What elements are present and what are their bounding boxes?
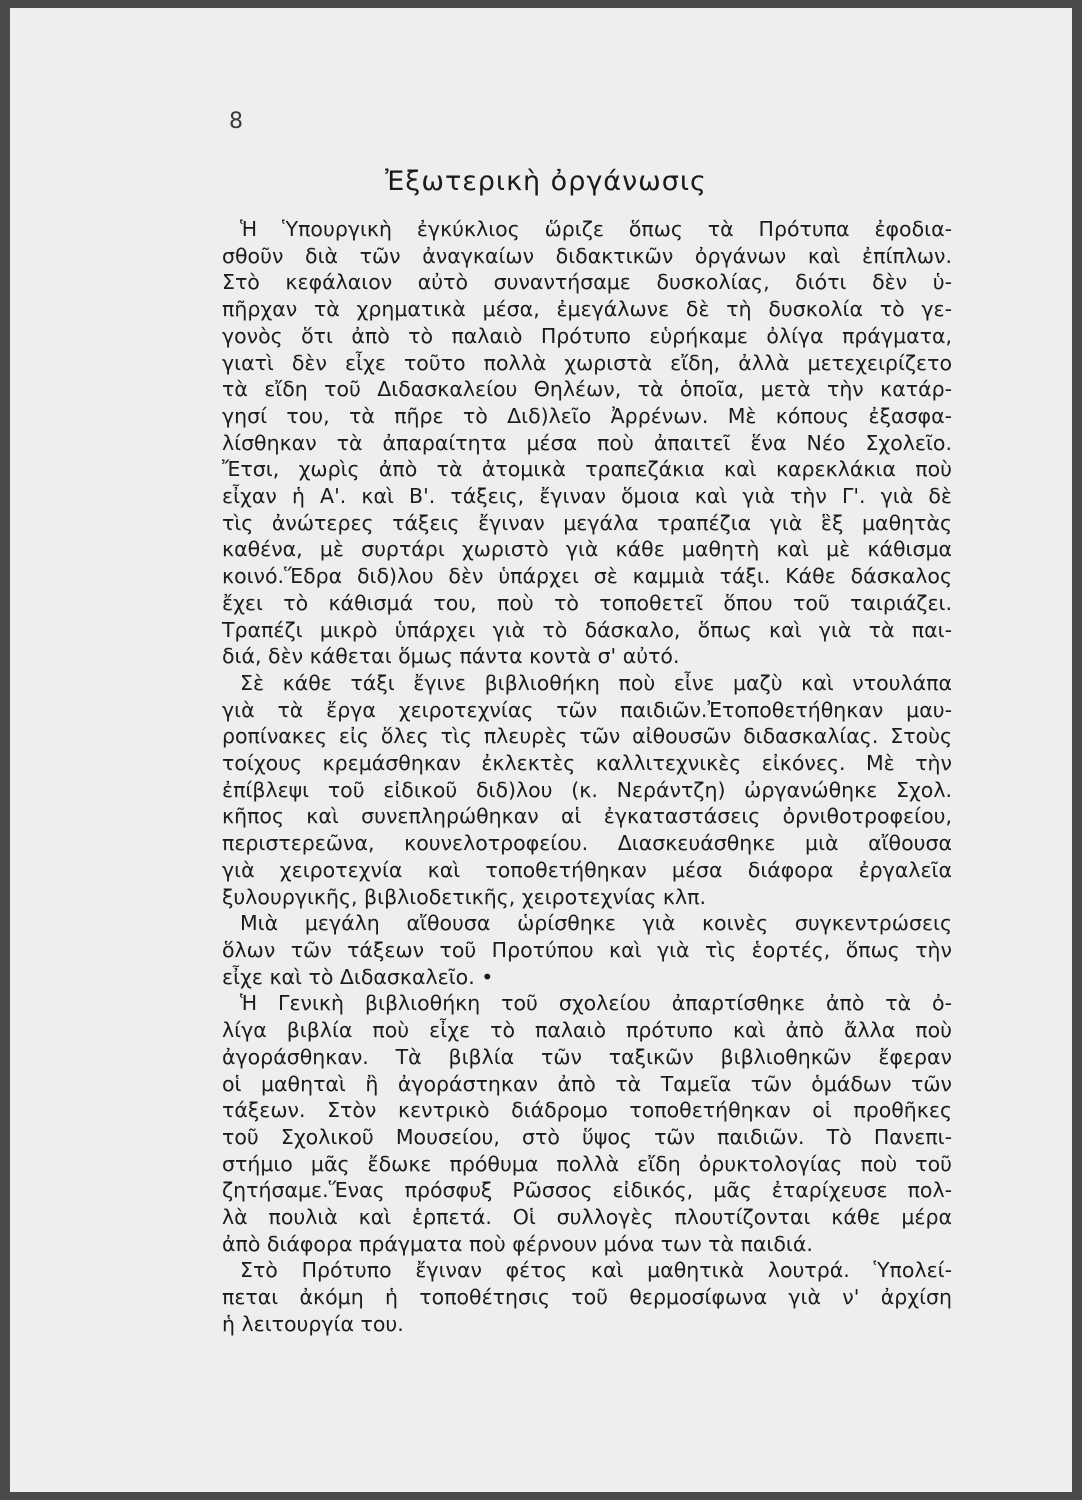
text-line: Ἔτσι, χωρὶς ἀπὸ τὰ ἀτομικὰ τραπεζάκια καὶ καρεκλάκια ποὺ xyxy=(222,457,952,482)
text-line: τὶς ἀνώτερες τάξεις ἔγιναν μεγάλα τραπέζια γιὰ ἓξ μαθητὰς xyxy=(222,510,952,535)
text-line: πῆρχαν τὰ χρηματικὰ μέσα, ἐμεγάλωνε δὲ τὴ δυσκολία τὸ γε- xyxy=(222,297,952,322)
text-line: ξυλουργικῆς, βιβλιοδετικῆς, χειροτεχνίας κλπ. xyxy=(222,884,707,909)
page-number: 8 xyxy=(229,109,243,134)
text-line: πεται ἀκόμη ἡ τοποθέτησις τοῦ θερμοσίφωνα γιὰ ν' ἀρχίση xyxy=(222,1285,952,1310)
text-line: κοινό.Ἕδρα διδ)λου δὲν ὑπάρχει σὲ καμμιὰ τάξι. Κάθε δάσκαλος xyxy=(222,564,952,589)
text-line: Στὸ κεφάλαιον αὐτὸ συναντήσαμε δυσκολίας, διότι δὲν ὑ- xyxy=(222,270,952,295)
text-line: Στὸ Πρότυπο ἔγιναν φέτος καὶ μαθητικὰ λουτρά. Ὑπολεί- xyxy=(240,1258,952,1283)
text-line: ἔχει τὸ κάθισμά του, ποὺ τὸ τοποθετεῖ ὅπου τοῦ ταιριάζει. xyxy=(222,590,952,615)
body-text xyxy=(222,216,952,1338)
text-line: γιατὶ δὲν εἶχε τοῦτο πολλὰ χωριστὰ εἴδη, ἀλλὰ μετεχειρίζετο xyxy=(222,350,952,375)
section-title: Ἐξωτερικὴ ὀργάνωσις xyxy=(385,166,707,197)
text-line: γιὰ χειροτεχνία καὶ τοποθετήθηκαν μέσα διάφορα ἐργαλεῖα xyxy=(222,857,952,882)
text-line: Ἡ Γενικὴ βιβλιοθήκη τοῦ σχολείου ἀπαρτίσθηκε ἀπὸ τὰ ὀ- xyxy=(240,991,952,1016)
text-line: τοῦ Σχολικοῦ Μουσείου, στὸ ὕψος τῶν παιδιῶν. Τὸ Πανεπι- xyxy=(222,1124,952,1149)
text-line: Σὲ κάθε τάξι ἔγινε βιβλιοθήκη ποὺ εἶνε μαζὺ καὶ ντουλάπα xyxy=(240,670,952,695)
text-line: γιὰ τὰ ἔργα χειροτεχνίας τῶν παιδιῶν.Ἐτοποθετήθηκαν μαυ- xyxy=(222,697,952,722)
text-line: εἶχε καὶ τὸ Διδασκαλεῖο. • xyxy=(222,964,494,989)
text-line: λὰ πουλιὰ καὶ ἑρπετά. Οἱ συλλογὲς πλουτίζονται κάθε μέρα xyxy=(222,1205,952,1230)
text-line: τάξεων. Στὸν κεντρικὸ διάδρομο τοποθετήθηκαν οἱ προθῆκες xyxy=(222,1098,952,1123)
text-line: οἱ μαθηταὶ ἢ ἀγοράστηκαν ἀπὸ τὰ Ταμεῖα τῶν ὁμάδων τῶν xyxy=(222,1071,952,1096)
text-line: ἀγοράσθηκαν. Τὰ βιβλία τῶν ταξικῶν βιβλιοθηκῶν ἔφεραν xyxy=(222,1044,952,1069)
document-page xyxy=(10,8,1072,1492)
text-line: διά, δὲν κάθεται ὅμως πάντα κοντὰ σ' αὐτό. xyxy=(222,644,680,669)
text-line: στήμιο μᾶς ἔδωκε πρόθυμα πολλὰ εἴδη ὀρυκτολογίας ποὺ τοῦ xyxy=(222,1151,952,1176)
text-line: λίσθηκαν τὰ ἀπαραίτητα μέσα ποὺ ἀπαιτεῖ ἕνα Νέο Σχολεῖο. xyxy=(222,430,952,455)
text-line: Τραπέζι μικρὸ ὑπάρχει γιὰ τὸ δάσκαλο, ὅπως καὶ γιὰ τὰ παι- xyxy=(222,617,952,642)
text-line: ροπίνακες εἰς ὅλες τὶς πλευρὲς τῶν αἰθουσῶν διδασκαλίας. Στοὺς xyxy=(222,724,952,749)
text-line: εἶχαν ἡ Α'. καὶ Β'. τάξεις, ἔγιναν ὅμοια καὶ γιὰ τὴν Γ'. γιὰ δὲ xyxy=(222,484,952,509)
text-line: σθοῦν διὰ τῶν ἀναγκαίων διδακτικῶν ὀργάνων καὶ ἐπίπλων. xyxy=(222,243,952,268)
text-line: τὰ εἴδη τοῦ Διδασκαλείου Θηλέων, τὰ ὁποῖα, μετὰ τὴν κατάρ- xyxy=(222,377,952,402)
text-line: ὅλων τῶν τάξεων τοῦ Προτύπου καὶ γιὰ τὶς ἑορτές, ὅπως τὴν xyxy=(222,937,952,962)
text-line: λίγα βιβλία ποὺ εἶχε τὸ παλαιὸ πρότυπο καὶ ἀπὸ ἄλλα ποὺ xyxy=(222,1018,952,1043)
text-line: περιστερεῶνα, κουνελοτροφείου. Διασκευάσθηκε μιὰ αἴθουσα xyxy=(222,831,952,856)
text-line: γησί του, τὰ πῆρε τὸ Διδ)λεῖο Ἀρρένων. Μὲ κόπους ἐξασφα- xyxy=(222,403,952,428)
text-line: κῆπος καὶ συνεπληρώθηκαν αἱ ἐγκαταστάσεις ὀρνιθοτροφείου, xyxy=(222,804,952,829)
text-line: Μιὰ μεγάλη αἴθουσα ὡρίσθηκε γιὰ κοινὲς συγκεντρώσεις xyxy=(240,911,952,936)
text-line: ἀπὸ διάφορα πράγματα ποὺ φέρνουν μόνα των τὰ παιδιά. xyxy=(222,1231,813,1256)
text-line: ἡ λειτουργία του. xyxy=(222,1311,404,1336)
text-line: Ἡ Ὑπουργικὴ ἐγκύκλιος ὥριζε ὅπως τὰ Πρότυπα ἐφοδια- xyxy=(240,217,952,241)
text-line: τοίχους κρεμάσθηκαν ἐκλεκτὲς καλλιτεχνικὲς εἰκόνες. Μὲ τὴν xyxy=(222,751,952,776)
text-line: ἐπίβλεψι τοῦ εἰδικοῦ διδ)λου (κ. Νεράντζη) ὠργανώθηκε Σχολ. xyxy=(222,777,952,802)
text-line: γονὸς ὅτι ἀπὸ τὸ παλαιὸ Πρότυπο εὑρήκαμε ὀλίγα πράγματα, xyxy=(222,323,952,348)
text-line: καθένα, μὲ συρτάρι χωριστὸ γιὰ κάθε μαθητὴ καὶ μὲ κάθισμα xyxy=(222,537,952,562)
text-line: ζητήσαμε.Ἕνας πρόσφυξ Ρῶσσος εἰδικός, μᾶς ἐταρίχευσε πολ- xyxy=(222,1178,952,1203)
